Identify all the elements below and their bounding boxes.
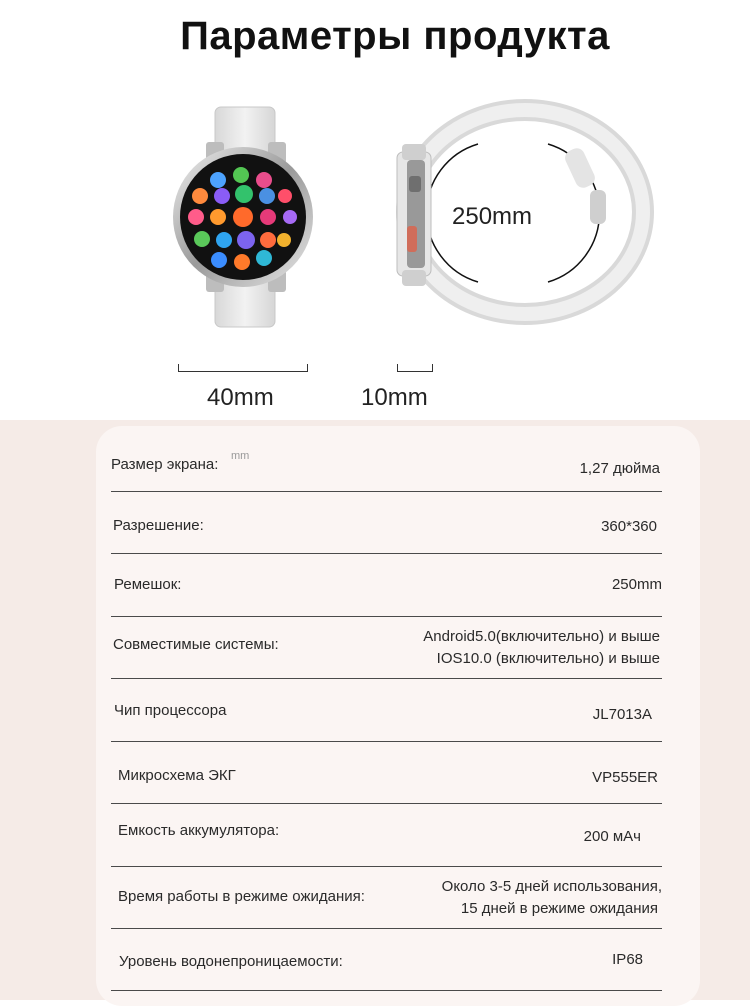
spec-label: Ремешок: xyxy=(114,576,182,593)
spec-label: Время работы в режиме ожидания: xyxy=(118,888,365,905)
spec-label: Микросхема ЭКГ xyxy=(118,767,236,784)
divider xyxy=(111,491,662,492)
spec-value: 360*360 xyxy=(601,518,657,535)
page-title: Параметры продукта xyxy=(180,14,610,58)
divider xyxy=(111,678,662,679)
spec-value: Около 3-5 дней использования, xyxy=(441,878,662,895)
spec-label: Размер экрана: xyxy=(111,456,219,473)
spec-value: 250mm xyxy=(611,576,662,593)
spec-value: 200 мАч xyxy=(583,828,641,845)
divider xyxy=(111,741,662,742)
header-mark: mm xyxy=(231,450,250,462)
spec-label: Разрешение: xyxy=(113,517,204,534)
divider xyxy=(111,803,662,804)
spec-value: 1,27 дюйма xyxy=(579,460,660,477)
spec-value: IP68 xyxy=(612,951,643,968)
divider xyxy=(111,866,662,867)
thickness-label: 10mm xyxy=(361,384,428,411)
divider xyxy=(111,616,662,617)
width-bracket xyxy=(178,364,308,372)
watch-front xyxy=(173,107,313,327)
spec-value: VP555ER xyxy=(592,769,658,786)
spec-value: JL7013A xyxy=(592,706,652,723)
spec-label: Совместимые системы: xyxy=(113,636,279,653)
spec-label: Уровень водонепроницаемости: xyxy=(119,953,343,970)
strap-length-label: 250mm xyxy=(452,203,533,230)
spec-value: Android5.0(включительно) и выше xyxy=(423,628,660,645)
product-illustration xyxy=(0,0,750,420)
spec-value-line2: 15 дней в режиме ожидания xyxy=(460,900,658,917)
spec-label: Емкость аккумулятора: xyxy=(118,822,280,839)
thickness-bracket xyxy=(397,364,433,372)
divider xyxy=(111,928,662,929)
spec-label: Чип процессора xyxy=(114,702,227,719)
divider xyxy=(111,553,662,554)
width-label: 40mm xyxy=(207,384,274,411)
spec-value-line2: IOS10.0 (включительно) и выше xyxy=(436,650,660,667)
divider xyxy=(111,990,662,991)
